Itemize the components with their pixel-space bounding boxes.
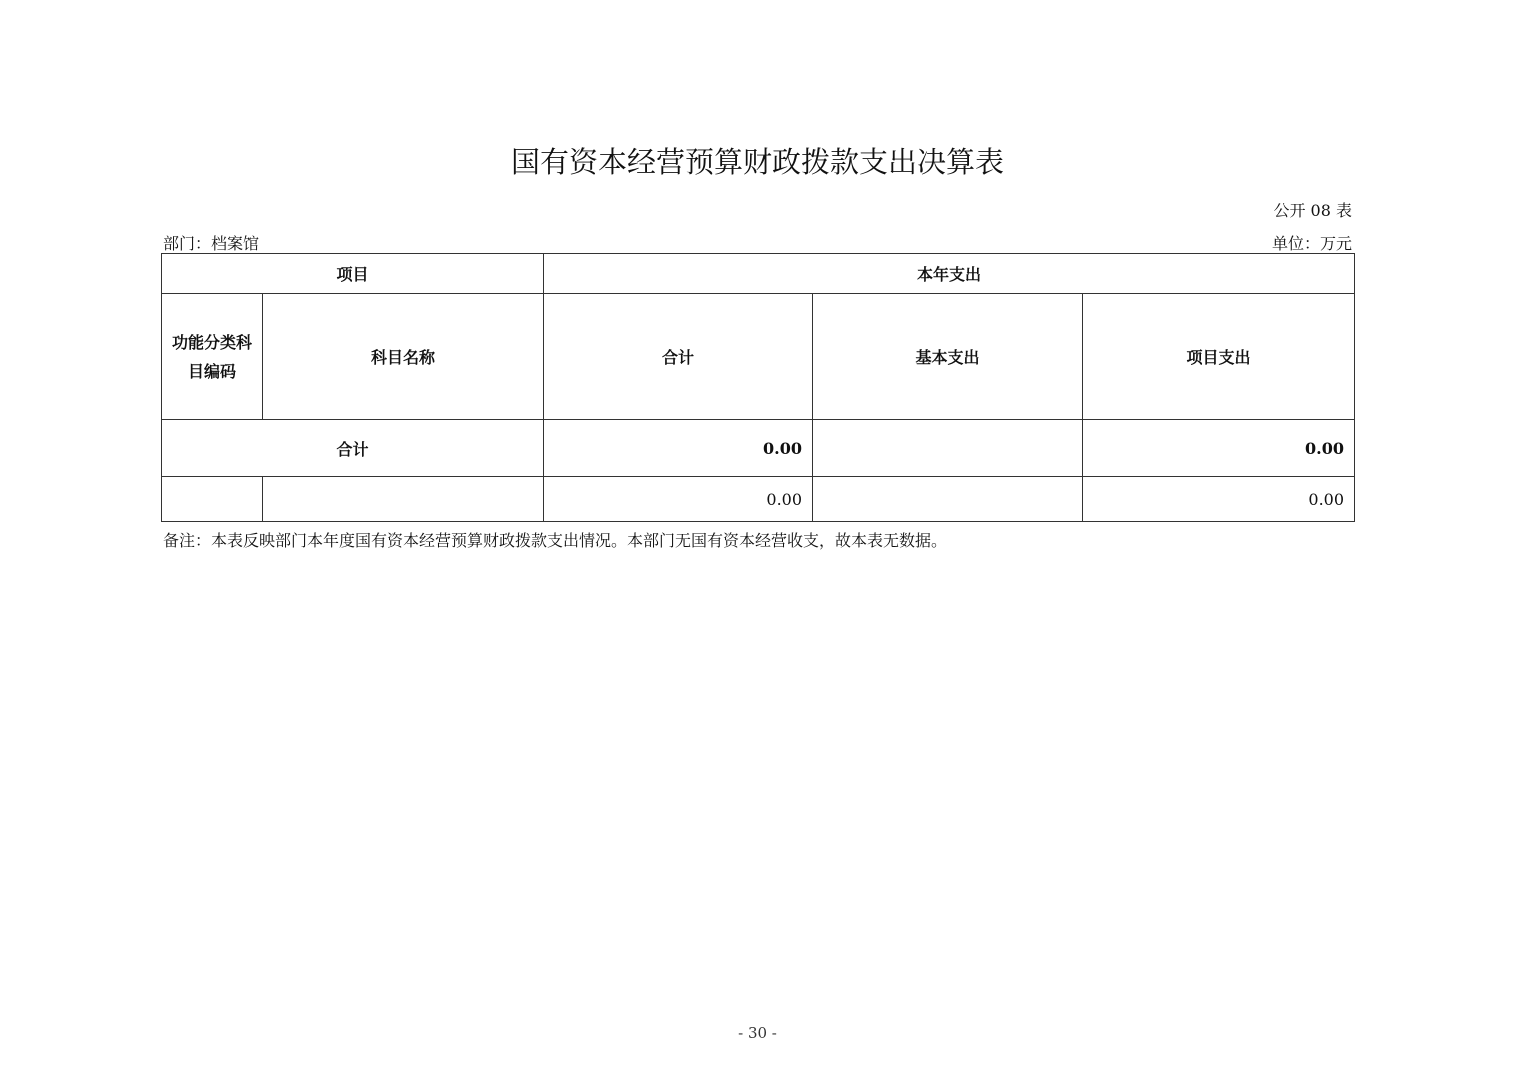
row-code	[162, 477, 263, 522]
header-subject-name: 科目名称	[263, 294, 544, 420]
header-function-code-line1: 功能分类科	[171, 332, 252, 352]
row-basic	[813, 477, 1083, 522]
department-label: 部门：档案馆	[163, 234, 260, 253]
total-row-project: 0.00	[1083, 420, 1355, 477]
unit-label: 单位：万元	[1271, 234, 1352, 253]
total-row-total: 0.00	[544, 420, 813, 477]
page-number: - 30 -	[738, 1024, 777, 1042]
header-function-code	[162, 294, 263, 420]
total-row	[162, 420, 1355, 477]
row-total: 0.00	[544, 477, 813, 522]
page-title: 国有资本经营预算财政拨款支出决算表	[510, 145, 1004, 179]
header-row-1	[162, 254, 1355, 294]
row-subject-name	[263, 477, 544, 522]
row-project: 0.00	[1083, 477, 1355, 522]
header-total: 合计	[544, 294, 813, 420]
header-basic-expense: 基本支出	[813, 294, 1083, 420]
header-current-year-expense: 本年支出	[544, 254, 1355, 294]
header-function-code-line2: 目编码	[187, 361, 236, 381]
header-project-expense: 项目支出	[1083, 294, 1355, 420]
total-row-basic	[813, 420, 1083, 477]
total-row-label: 合计	[162, 420, 544, 477]
table-number: 公开 08 表	[1273, 201, 1352, 220]
header-project: 项目	[162, 254, 544, 294]
header-row-2	[162, 294, 1355, 420]
table-note: 备注：本表反映部门本年度国有资本经营预算财政拨款支出情况。本部门无国有资本经营收支，故本表无数据。	[163, 531, 948, 550]
table-row	[162, 477, 1355, 522]
expense-table	[161, 253, 1355, 522]
